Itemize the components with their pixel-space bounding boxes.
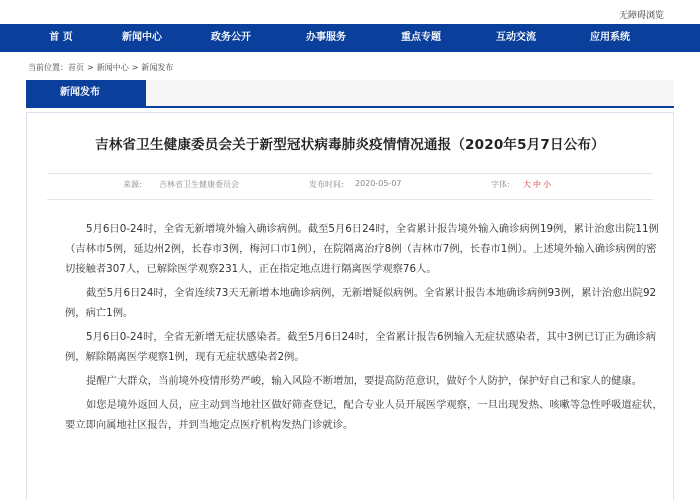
- source-label: 来源:: [123, 180, 142, 189]
- font-size-small-button[interactable]: 小: [543, 180, 551, 189]
- nav-interaction[interactable]: 互动交流: [496, 32, 536, 43]
- top-utility-bar: [0, 0, 700, 24]
- divider: [47, 199, 653, 200]
- source-value: 吉林省卫生健康委员会: [159, 180, 239, 189]
- font-size-switcher: [523, 179, 553, 190]
- font-size-medium-button[interactable]: 中: [533, 180, 541, 189]
- breadcrumb-home[interactable]: 首页: [68, 63, 84, 72]
- breadcrumb: [28, 62, 173, 73]
- breadcrumb-separator: >: [131, 63, 139, 72]
- section-tab-news-release[interactable]: 新闻发布: [26, 80, 146, 106]
- nav-news-center[interactable]: 新闻中心: [122, 32, 162, 43]
- publish-date-label: 发布时间:: [309, 180, 344, 189]
- article-title: 吉林省卫生健康委员会关于新型冠状病毒肺炎疫情情况通报（2020年5月7日公布）: [95, 137, 605, 153]
- article-paragraph: 截至5月6日24时，全省连续73天无新增本地确诊病例，无新增疑似病例。全省累计报告本地确诊病例93例，累计治愈出院92例，病亡1例。: [65, 287, 657, 319]
- article-container: [26, 112, 674, 500]
- nav-government-affairs[interactable]: 政务公开: [211, 32, 251, 43]
- article-paragraph: 5月6日0-24时，全省无新增无症状感染者。截至5月6日24时，全省累计报告6例输入无症状感染者，其中3例已订正为确诊病例，解除隔离医学观察1例，现有无症状感染者2例。: [65, 331, 657, 363]
- font-size-large-button[interactable]: 大: [523, 180, 531, 189]
- article-body: [65, 219, 665, 439]
- article-paragraph: 提醒广大群众，当前境外疫情形势严峻，输入风险不断增加，要提高防范意识，做好个人防护，保护好自己和家人的健康。: [86, 375, 643, 387]
- article-paragraph: 5月6日0-24时，全省无新增境外输入确诊病例。截至5月6日24时，全省累计报告境外输入确诊病例19例，累计治愈出院11例（吉林市5例，延边州2例，长春市3例，梅河口市1例），在院隔离治疗8例（吉林市7例，长春市1例）。上述境外输入确诊病例的密切接触者307人，已解除医学观察231人，正在指定地点进行隔离医学观察76人。: [65, 223, 659, 275]
- accessibility-link[interactable]: 无障碍浏览: [618, 11, 664, 21]
- main-nav: [0, 24, 700, 52]
- nav-applications[interactable]: 应用系统: [590, 32, 630, 43]
- nav-special-topics[interactable]: 重点专题: [401, 32, 441, 43]
- breadcrumb-news-release[interactable]: 新闻发布: [141, 63, 174, 72]
- divider: [47, 173, 653, 174]
- breadcrumb-news-center[interactable]: 新闻中心: [96, 63, 129, 72]
- nav-services[interactable]: 办事服务: [306, 32, 346, 43]
- article-paragraph: 如您是境外返回人员，应主动到当地社区做好筛查登记，配合专业人员开展医学观察，一旦出现发热、咳嗽等急性呼吸道症状，要立即向属地社区报告，并到当地定点医疗机构发热门诊就诊。: [65, 399, 663, 431]
- nav-home[interactable]: 首 页: [49, 32, 73, 43]
- article-meta: [27, 179, 673, 193]
- breadcrumb-prefix: 当前位置：: [28, 63, 68, 72]
- section-header: [26, 80, 674, 108]
- publish-date-value: 2020-05-07: [355, 179, 402, 188]
- font-size-label: 字体:: [491, 180, 510, 189]
- breadcrumb-separator: >: [87, 63, 94, 72]
